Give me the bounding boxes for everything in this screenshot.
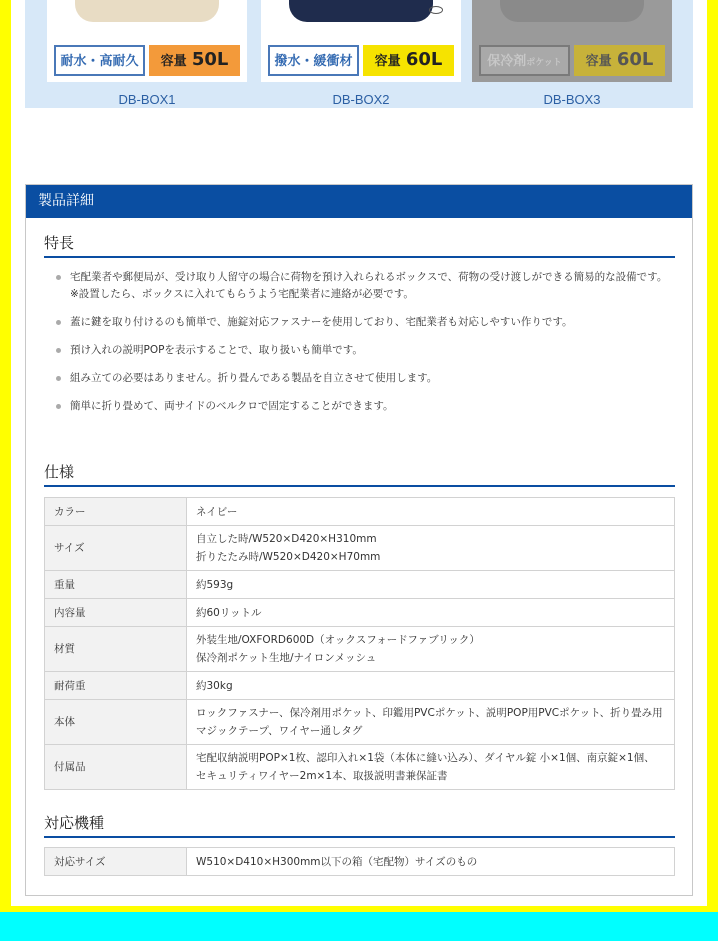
product-image[interactable]	[47, 0, 247, 82]
capacity-prefix: 容量	[374, 54, 401, 69]
capacity-badge	[574, 45, 665, 76]
spec-value: 宅配収納説明POP×1枚、認印入れ×1袋（本体に縫い込み）、ダイヤル錠 小×1個、南京錠×1個、セキュリティワイヤー2m×1本、取扱説明書兼保証書	[187, 745, 675, 790]
compat-title: 対応機種	[44, 813, 675, 838]
spec-value-line: 保冷剤ポケット生地/ナイロンメッシュ	[196, 652, 377, 664]
spec-value-line: 自立した時/W520×D420×H310mm	[196, 533, 377, 545]
spec-value-line: 外装生地/OXFORD600D（オックスフォードファブリック）	[196, 634, 480, 646]
table-row	[45, 672, 675, 700]
product-image[interactable]	[261, 0, 461, 82]
product-name[interactable]: DB-BOX1	[118, 92, 176, 107]
product-shape	[500, 0, 644, 22]
spec-value: 約30kg	[187, 672, 675, 700]
capacity-badge	[363, 45, 454, 76]
capacity-value: 50L	[191, 49, 229, 70]
table-row	[45, 745, 675, 790]
spec-value: 約60リットル	[187, 599, 675, 627]
list-item: 預け入れの説明POPを表示することで、取り扱いも簡単です。	[56, 342, 676, 359]
spec-label: 耐荷重	[45, 672, 187, 700]
spec-label: 材質	[45, 627, 187, 672]
list-item: 蓋に鍵を取り付けるのも簡単で、施錠対応ファスナーを使用しており、宅配業者も対応しやすい作りです。	[56, 314, 676, 331]
spec-label: 内容量	[45, 599, 187, 627]
product-shape	[75, 0, 219, 22]
zipper-pull-icon	[429, 6, 443, 14]
product-shape	[289, 0, 433, 22]
product-card-db-box1[interactable]	[47, 0, 247, 108]
feature-note: ※設置したら、ボックスに入れてもらうよう宅配業者に連絡が必要です。	[70, 288, 414, 300]
product-name[interactable]: DB-BOX2	[332, 92, 390, 107]
spec-value	[187, 627, 675, 672]
product-name[interactable]: DB-BOX3	[543, 92, 601, 107]
table-row	[45, 848, 675, 876]
product-card-db-box2[interactable]	[261, 0, 461, 108]
capacity-value: 60L	[405, 49, 443, 70]
details-header: 製品詳細	[26, 185, 692, 218]
product-card-db-box3[interactable]	[472, 0, 672, 108]
table-row	[45, 627, 675, 672]
capacity-badge	[149, 45, 240, 76]
spec-title: 仕様	[44, 462, 675, 487]
spec-value-line: 折りたたみ時/W520×D420×H70mm	[196, 551, 381, 563]
table-row	[45, 526, 675, 571]
product-strip	[25, 0, 693, 108]
spec-value	[187, 526, 675, 571]
feature-badge	[479, 45, 570, 76]
table-row	[45, 700, 675, 745]
spec-value: ロックファスナー、保冷剤用ポケット、印鑑用PVCポケット、説明POP用PVCポケット、折り畳み用マジックテープ、ワイヤー通しタグ	[187, 700, 675, 745]
spec-value: 約593g	[187, 571, 675, 599]
feature-badge-sub: ポケット	[526, 58, 562, 68]
spec-table	[44, 497, 675, 790]
spec-label: 本体	[45, 700, 187, 745]
spec-value: ネイビー	[187, 498, 675, 526]
capacity-prefix: 容量	[160, 54, 187, 69]
table-row	[45, 599, 675, 627]
feature-text: 宅配業者や郵便局が、受け取り人留守の場合に荷物を預け入れられるボックスで、荷物の受け渡しができる簡易的な設備です。	[70, 271, 668, 283]
feature-badge-main: 保冷剤	[487, 54, 527, 69]
capacity-value: 60L	[616, 49, 654, 70]
spec-label: 重量	[45, 571, 187, 599]
product-details-panel	[25, 184, 693, 896]
product-image[interactable]	[472, 0, 672, 82]
spec-label: カラー	[45, 498, 187, 526]
spec-label: 付属品	[45, 745, 187, 790]
list-item	[56, 269, 676, 303]
spec-value: W510×D410×H300mm以下の箱（宅配物）サイズのもの	[187, 848, 675, 876]
spec-label: サイズ	[45, 526, 187, 571]
spec-label: 対応サイズ	[45, 848, 187, 876]
list-item: 簡単に折り畳めて、両サイドのベルクロで固定することができます。	[56, 398, 676, 415]
features-title: 特長	[44, 233, 675, 258]
feature-list	[56, 269, 676, 426]
list-item: 組み立ての必要はありません。折り畳んである製品を自立させて使用します。	[56, 370, 676, 387]
capacity-prefix: 容量	[585, 54, 612, 69]
feature-badge: 耐水・高耐久	[54, 45, 145, 76]
table-row	[45, 571, 675, 599]
table-row	[45, 498, 675, 526]
feature-badge: 撥水・緩衝材	[268, 45, 359, 76]
compat-table	[44, 847, 675, 876]
